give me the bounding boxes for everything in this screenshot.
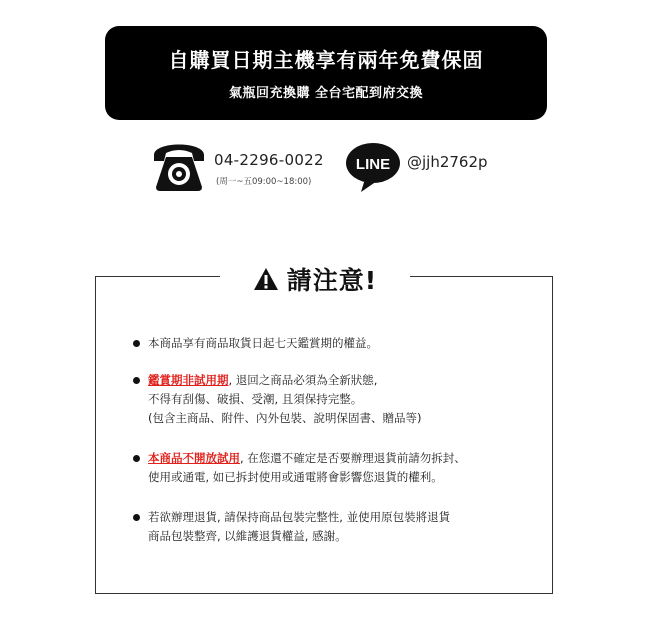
warranty-headline: 自購買日期主機享有兩年免費保固 bbox=[168, 48, 484, 72]
notice-line: 使用或通電, 如已拆封使用或通電將會影響您退貨的權利。 bbox=[148, 470, 443, 484]
notice-item-1 bbox=[148, 334, 378, 353]
line-label: LINE bbox=[355, 156, 391, 173]
warranty-banner bbox=[105, 26, 547, 120]
delivery-subline: 氣瓶回充換購 全台宅配到府交換 bbox=[228, 86, 424, 101]
notice-title: 請注意! bbox=[286, 266, 378, 295]
bullet-dot bbox=[133, 455, 140, 462]
notice-line-rest: , 退回之商品必須為全新狀態, bbox=[228, 373, 378, 387]
telephone-icon bbox=[150, 133, 208, 193]
notice-item-4 bbox=[148, 508, 450, 546]
phone-number[interactable]: 04-2296-0022 bbox=[214, 151, 324, 169]
notice-line: (包含主商品、附件、內外包裝、說明保固書、贈品等) bbox=[148, 411, 422, 425]
notice-line-rest: , 在您還不確定是否要辦理退貨前請勿拆封、 bbox=[240, 451, 466, 465]
notice-item-3 bbox=[148, 449, 466, 487]
notice-line-first bbox=[148, 449, 466, 468]
highlight-no-trial: 鑑賞期非試用期 bbox=[148, 373, 229, 387]
notice-line: 商品包裝整齊, 以維護退貨權益, 感謝。 bbox=[148, 529, 347, 543]
notice-line: 不得有刮傷、破損、受潮, 且須保持完整。 bbox=[148, 392, 363, 406]
notice-heading bbox=[220, 258, 410, 300]
line-app-icon[interactable] bbox=[345, 141, 401, 193]
bullet-dot bbox=[133, 377, 140, 384]
notice-item-2 bbox=[148, 371, 421, 428]
line-id[interactable]: @jjh2762p bbox=[407, 153, 488, 171]
notice-line: 若欲辦理退貨, 請保持商品包裝完整性, 並使用原包裝將退貨 bbox=[148, 510, 451, 524]
warning-icon bbox=[253, 267, 279, 291]
notice-line: 本商品享有商品取貨日起七天鑑賞期的權益。 bbox=[148, 336, 378, 350]
highlight-no-trial-use: 本商品不開放試用 bbox=[148, 451, 240, 465]
bullet-dot bbox=[133, 340, 140, 347]
notice-line-first bbox=[148, 371, 421, 390]
bullet-dot bbox=[133, 514, 140, 521]
notice-box bbox=[95, 276, 553, 594]
business-hours: (周一~五09:00~18:00) bbox=[216, 177, 312, 187]
